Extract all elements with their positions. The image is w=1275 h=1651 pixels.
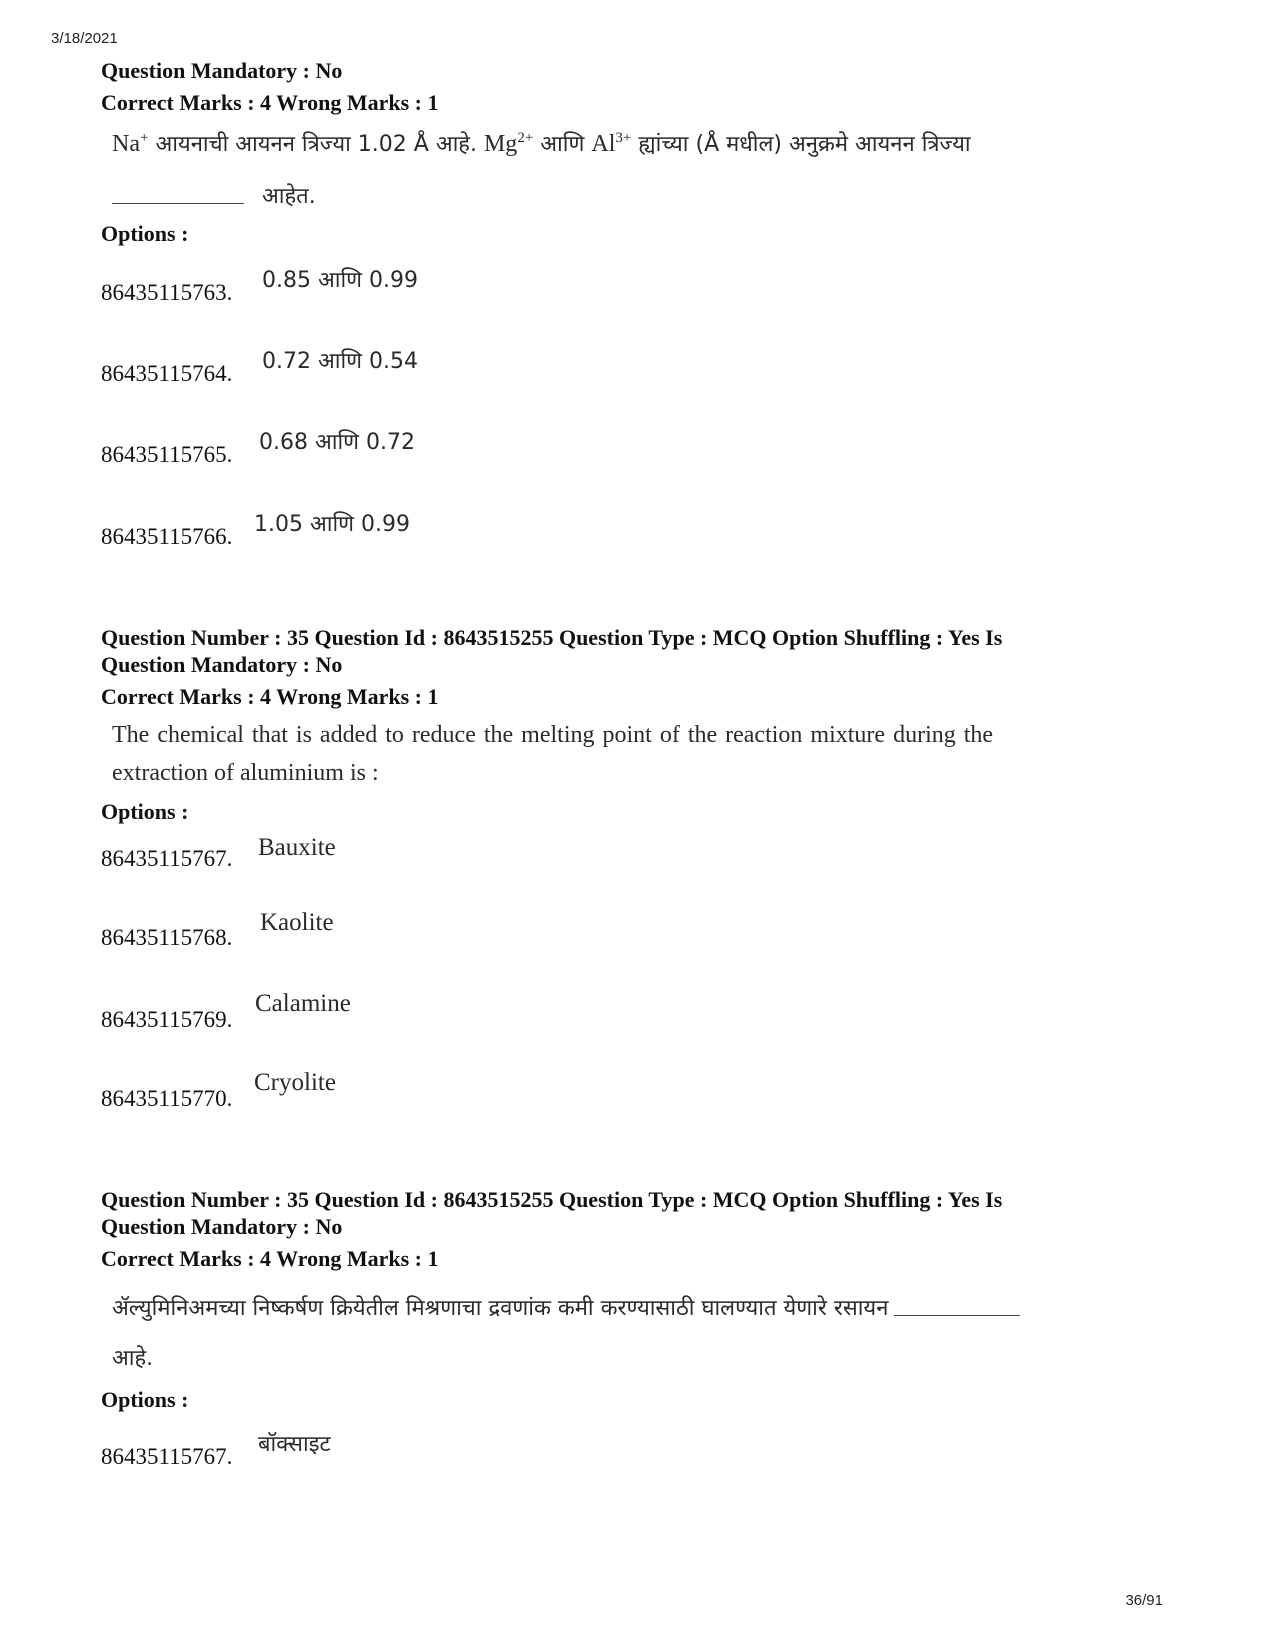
question-text-line-1 xyxy=(112,1292,1020,1322)
marks-line: Correct Marks : 4 Wrong Marks : 1 xyxy=(101,684,439,709)
option-id: 86435115768. xyxy=(101,925,233,950)
option-text: 1.05 आणि 0.99 xyxy=(254,512,411,537)
option-text: 0.68 आणि 0.72 xyxy=(259,430,416,455)
question-text-line-1 xyxy=(112,128,971,158)
option-id: 86435115763. xyxy=(101,280,233,305)
question-text-end: आहेत. xyxy=(262,184,316,209)
ion-al: Al xyxy=(591,131,616,157)
answer-blank xyxy=(894,1314,1020,1316)
option-text: बॉक्साइट xyxy=(258,1432,331,1457)
question-text-line-2: extraction of aluminium is : xyxy=(112,760,379,786)
marks-line: Correct Marks : 4 Wrong Marks : 1 xyxy=(101,90,439,115)
options-label: Options : xyxy=(101,799,189,824)
question-text-part-2: आणि xyxy=(533,132,592,157)
question-text-part-3: ह्यांच्या (Å मधील) अनुक्रमे आयनन त्रिज्या xyxy=(631,132,971,157)
question-text-line-1: The chemical that is added to reduce the melting point of the reaction mixture during the xyxy=(112,722,994,748)
option-text: 0.85 आणि 0.99 xyxy=(262,268,419,293)
option-text: Kaolite xyxy=(260,909,334,936)
ion-na: Na xyxy=(112,131,140,157)
option-text: Bauxite xyxy=(258,834,336,861)
options-label: Options : xyxy=(101,1387,189,1412)
ion-mg-charge: 2+ xyxy=(517,130,534,146)
answer-blank xyxy=(112,202,244,204)
question-text-part-1: आयनाची आयनन त्रिज्या 1.02 Å आहे. xyxy=(148,132,484,157)
question-text-line-2 xyxy=(112,180,316,210)
option-id: 86435115765. xyxy=(101,442,233,467)
ion-al-charge: 3+ xyxy=(615,130,632,146)
option-text: 0.72 आणि 0.54 xyxy=(262,349,419,374)
options-label: Options : xyxy=(101,221,189,246)
option-text: Calamine xyxy=(255,990,351,1017)
question-mandatory-line: Question Mandatory : No xyxy=(101,58,343,83)
question-text: ॲल्युमिनिअमच्या निष्कर्षण क्रियेतील मिश्रणाचा द्रवणांक कमी करण्यासाठी घालण्यात येणारे रसायन xyxy=(112,1296,889,1321)
ion-na-charge: + xyxy=(139,130,149,146)
question-mandatory-line: Question Mandatory : No xyxy=(101,652,343,677)
option-id: 86435115769. xyxy=(101,1007,233,1032)
option-id: 86435115767. xyxy=(101,1444,233,1469)
question-text-line-2: आहे. xyxy=(112,1346,154,1371)
page-number: 36/91 xyxy=(1125,1592,1163,1609)
option-text: Cryolite xyxy=(254,1069,336,1096)
option-id: 86435115766. xyxy=(101,524,233,549)
option-id: 86435115770. xyxy=(101,1086,233,1111)
question-header-line: Question Number : 35 Question Id : 8643515255 Question Type : MCQ Option Shuffling : Yes Is xyxy=(101,625,1003,650)
print-date: 3/18/2021 xyxy=(51,30,118,47)
option-id: 86435115764. xyxy=(101,361,233,386)
question-header-line: Question Number : 35 Question Id : 8643515255 Question Type : MCQ Option Shuffling : Yes Is xyxy=(101,1187,1003,1212)
marks-line: Correct Marks : 4 Wrong Marks : 1 xyxy=(101,1246,439,1271)
option-id: 86435115767. xyxy=(101,846,233,871)
question-mandatory-line: Question Mandatory : No xyxy=(101,1214,343,1239)
ion-mg: Mg xyxy=(483,131,518,157)
